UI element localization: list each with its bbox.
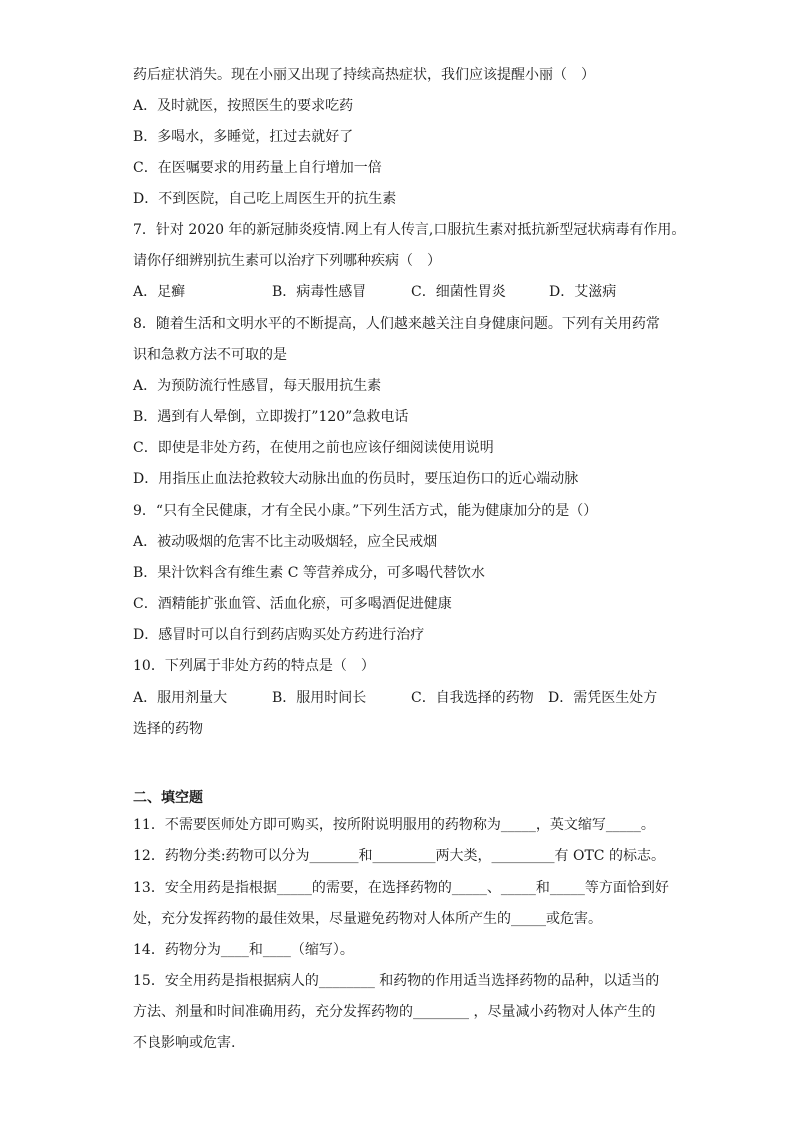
- q7-stem-line2: 请你仔细辨别抗生素可以治疗下列哪种疾病（ ）: [133, 253, 441, 269]
- q13-stem-line2: 处，充分发挥药物的最佳效果，尽量避免药物对人体所产生的_____或危害。: [133, 911, 602, 927]
- section-title-fill-in: 二、填空题: [133, 790, 203, 806]
- q7-option-b: B．病毒性感冒: [272, 284, 367, 300]
- q10-option-d-wrap: 选择的药物: [133, 721, 203, 737]
- q8-option-a: A．为预防流行性感冒，每天服用抗生素: [133, 378, 382, 394]
- q6-option-a: A．及时就医，按照医生的要求吃药: [133, 98, 354, 114]
- q7-option-c: C．细菌性胃炎: [411, 284, 506, 300]
- q15-stem-line3: 不良影响或危害.: [133, 1035, 236, 1051]
- q9-option-c: C．酒精能扩张血管、活血化瘀，可多喝酒促进健康: [133, 596, 452, 612]
- q7-stem-line1: 7．针对 2020 年的新冠肺炎疫情.网上有人传言,口服抗生素对抵抗新型冠状病毒有作用。: [133, 222, 686, 238]
- q8-option-b: B．遇到有人晕倒，立即拨打”120”急救电话: [133, 409, 409, 425]
- q12-stem: 12．药物分类:药物可以分为_______和_________两大类，_________有 OTC 的标志。: [133, 848, 665, 864]
- q8-option-d: D．用指压止血法抢救较大动脉出血的伤员时，要压迫伤口的近心端动脉: [133, 471, 579, 487]
- q10-option-c: C．自我选择的药物: [411, 690, 534, 706]
- q9-option-d: D．感冒时可以自行到药店购买处方药进行治疗: [133, 627, 425, 643]
- q15-stem-line1: 15．安全用药是指根据病人的________ 和药物的作用适当选择药物的品种，以适当的: [133, 973, 660, 989]
- q8-option-c: C．即使是非处方药，在使用之前也应该仔细阅读使用说明: [133, 440, 494, 456]
- q8-stem-line2: 识和急救方法不可取的是: [133, 347, 287, 363]
- q6-option-c: C．在医嘱要求的用药量上自行增加一倍: [133, 160, 382, 176]
- q11-stem: 11．不需要医师处方即可购买，按所附说明服用的药物称为_____，英文缩写_____。: [133, 817, 655, 833]
- q14-stem: 14．药物分为____和____（缩写）。: [133, 942, 354, 958]
- q9-option-b: B．果汁饮料含有维生素 C 等营养成分，可多喝代替饮水: [133, 565, 485, 581]
- q13-stem-line1: 13．安全用药是指根据_____的需要，在选择药物的_____、_____和_____等方面恰到好: [133, 880, 669, 896]
- q6-stem-tail: 药后症状消失。现在小丽又出现了持续高热症状，我们应该提醒小丽（ ）: [133, 67, 595, 83]
- q10-option-d: D．需凭医生处方: [548, 690, 658, 706]
- q7-option-a: A．足癣: [133, 284, 186, 300]
- q8-stem-line1: 8．随着生活和文明水平的不断提高，人们越来越关注自身健康问题。下列有关用药常: [133, 316, 660, 332]
- q10-option-a: A．服用剂量大: [133, 690, 228, 706]
- q6-option-d: D．不到医院，自己吃上周医生开的抗生素: [133, 191, 397, 207]
- q10-option-b: B．服用时间长: [272, 690, 367, 706]
- q10-stem: 10．下列属于非处方药的特点是（ ）: [133, 658, 375, 674]
- q15-stem-line2: 方法、剂量和时间准确用药，充分发挥药物的________ ，尽量减小药物对人体产生的: [133, 1004, 656, 1020]
- q7-option-d: D．艾滋病: [549, 284, 617, 300]
- q9-stem: 9．“只有全民健康，才有全民小康。”下列生活方式，能为健康加分的是（）: [133, 503, 598, 519]
- q9-option-a: A．被动吸烟的危害不比主动吸烟轻，应全民戒烟: [133, 534, 438, 550]
- q6-option-b: B．多喝水，多睡觉，扛过去就好了: [133, 129, 354, 145]
